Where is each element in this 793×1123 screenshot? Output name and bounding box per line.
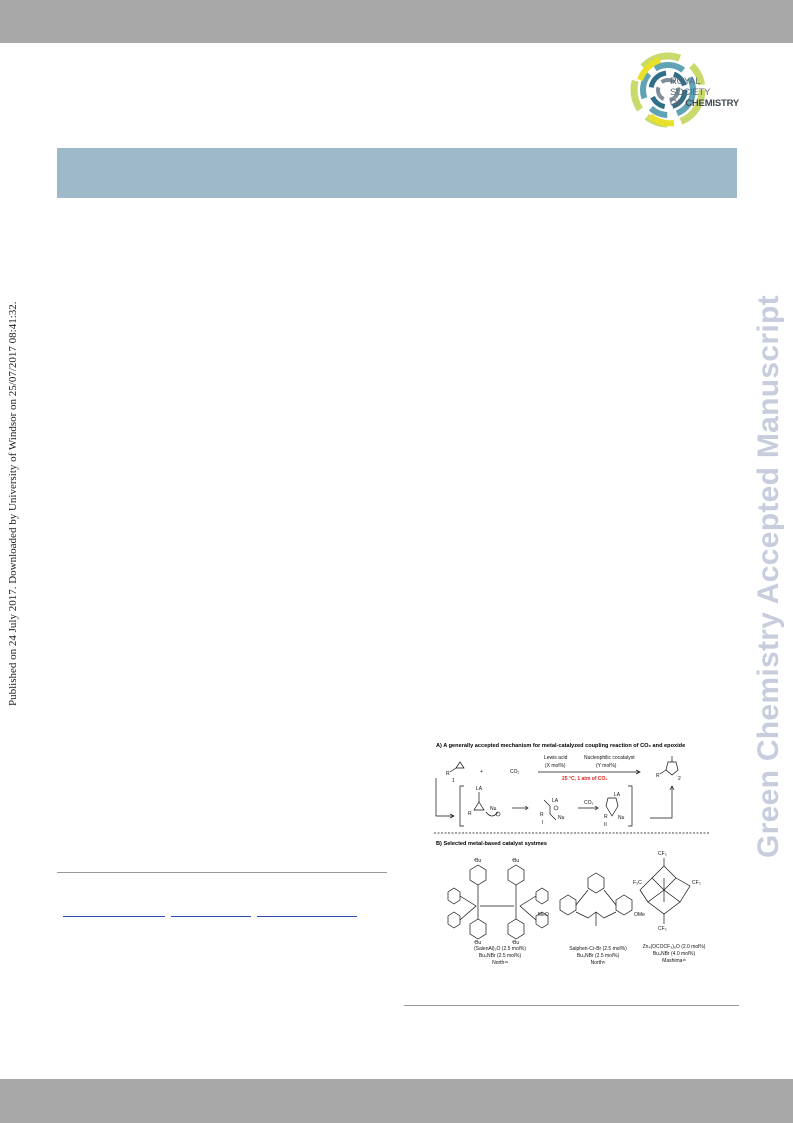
intermediate-i-r-label: R xyxy=(540,812,544,818)
catalyst-2-name: Salphen-Cr-Br (2.5 mol%) xyxy=(569,946,627,952)
compound-1-label: 1 xyxy=(452,778,455,784)
figure-caption-divider xyxy=(404,1005,739,1006)
lewis-acid-loading: (X mol%) xyxy=(545,763,566,769)
cyclic-carbonate-ring xyxy=(666,762,678,775)
compound-2-label: 2 xyxy=(678,776,681,782)
catalyst-2-cocatalyst: Bu₄NBr (2.5 mol%) xyxy=(576,953,620,959)
catalyst-2-ref: North¹ʲ xyxy=(590,960,606,966)
meo-label: MeO xyxy=(538,912,549,918)
intermediate-ii-r-label: R xyxy=(604,814,608,820)
intermediate-ii-label: II xyxy=(604,822,607,828)
lewis-acid-label: Lewis acid xyxy=(544,755,568,761)
co2-reactant: CO₂ xyxy=(510,769,520,775)
rsc-logo xyxy=(630,52,740,128)
logo-line-2 xyxy=(670,98,740,109)
reaction-conditions: 25 °C, 1 atm of CO₂ xyxy=(562,776,608,782)
tbu-label-2: ᵗBu xyxy=(512,858,520,864)
bottom-footer-bar xyxy=(0,1079,793,1123)
salphen-cr-structure xyxy=(560,873,632,926)
footnote-link-1[interactable] xyxy=(63,916,165,917)
la-label: LA xyxy=(476,786,483,792)
plus-sign: + xyxy=(480,769,483,775)
panel-b-title: B) Selected metal-based catalyst systmes xyxy=(436,841,547,847)
right-bracket xyxy=(628,786,632,826)
catalyst-1-caption xyxy=(452,946,548,967)
intermediate-la-label: LA xyxy=(552,798,559,804)
watermark-text: Green Chemistry Accepted Manuscript xyxy=(752,295,785,858)
logo-line-2-bold: CHEMISTRY xyxy=(685,98,740,109)
f3c-left-label: F₃C xyxy=(633,880,642,886)
logo-line-1: ROYAL SOCIETY xyxy=(670,76,711,98)
activated-epoxide xyxy=(474,802,484,810)
article-title-band xyxy=(57,148,737,198)
top-header-bar xyxy=(0,0,793,43)
carbonate-r-label: R xyxy=(656,773,660,779)
zn4-cluster-structure xyxy=(640,858,690,924)
epoxide-r-bond xyxy=(450,768,456,772)
scheme-figure xyxy=(428,740,718,990)
left-bracket xyxy=(460,786,464,826)
footnote-link-3[interactable] xyxy=(257,916,357,917)
intermediate-ii-la-label: LA xyxy=(614,792,621,798)
panel-a-title: A) A generally accepted mechanism for metal-catalyzed coupling reaction of CO₂ and epoxide xyxy=(436,743,686,749)
tbu-label-3: ᵗBu xyxy=(474,940,482,946)
salen-al-structure xyxy=(448,865,548,939)
intermediate-nu-label: Nu xyxy=(558,815,565,821)
cocatalyst-loading: (Y mol%) xyxy=(596,763,617,769)
catalyst-1-cocatalyst: Bu₄NBr (2.5 mol%) xyxy=(478,953,522,959)
cycle-exit-line xyxy=(650,786,672,818)
cf3-top-label: CF₃ xyxy=(658,851,667,857)
logo-line-2-prefix: OF xyxy=(670,98,686,109)
co2-step-label: CO₂ xyxy=(584,800,594,806)
intermediate-i-label: I xyxy=(542,820,544,826)
nu-label: Nu xyxy=(490,806,497,812)
catalyst-1-ref: North¹ᵃ xyxy=(492,960,508,966)
carbonate-r-bond xyxy=(660,770,666,774)
rsc-wordmark xyxy=(670,76,740,109)
tbu-label-4: ᵗBu xyxy=(512,940,520,946)
footnote-divider xyxy=(57,872,387,873)
catalyst-1-name: (SalenAl)₂O (2.5 mol%) xyxy=(474,946,526,952)
catalyst-3-ref: Mashima¹ᵏ xyxy=(662,958,686,964)
epoxide-r-label: R xyxy=(446,771,450,777)
ome-label: OMe xyxy=(634,912,645,918)
footnote-link-2[interactable] xyxy=(171,916,251,917)
catalyst-3-name: Zn₄(OCOCF₃)₆O (2.0 mol%) xyxy=(642,944,706,950)
catalyst-3-caption xyxy=(628,944,720,965)
catalyst-3-cocatalyst: Bu₄NBr (4.0 mol%) xyxy=(652,951,696,957)
cf3-right-label: CF₃ xyxy=(692,880,701,886)
publication-stamp-text: Published on 24 July 2017. Downloaded by University of Windsor on 25/07/2017 08:41:32. xyxy=(7,301,19,706)
activated-r-label: R xyxy=(468,811,472,817)
cocatalyst-label: Nucleophilic cocatalyst xyxy=(584,755,635,761)
anion-charge xyxy=(554,806,558,810)
intermediate-ii-nu-label: Nu xyxy=(618,815,625,821)
publication-stamp xyxy=(7,301,23,1106)
cf3-bottom-label: CF₃ xyxy=(658,926,667,932)
tbu-label-1: ᵗBu xyxy=(474,858,482,864)
epoxide-ring xyxy=(456,762,464,768)
